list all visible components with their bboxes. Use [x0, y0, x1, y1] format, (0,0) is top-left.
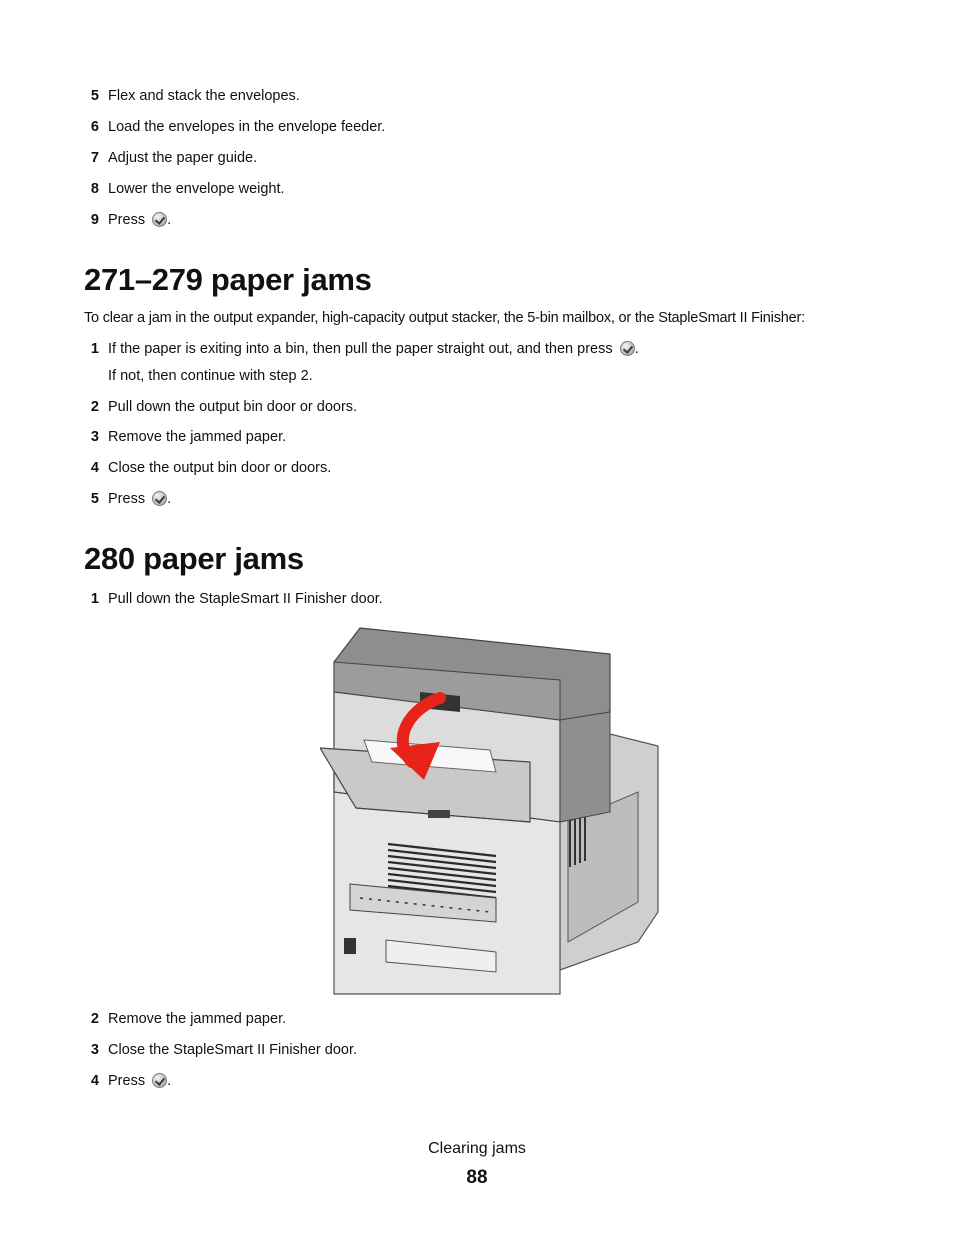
step-text: Remove the jammed paper.	[108, 429, 287, 445]
step-suffix: .	[634, 341, 639, 357]
step-text: Adjust the paper guide.	[108, 150, 258, 166]
step-number: 4	[90, 1073, 99, 1089]
step-text: If the paper is exiting into a bin, then pull the paper straight out, and then press	[108, 341, 613, 357]
s1-step-2	[84, 398, 357, 416]
step-text: Pull down the output bin door or doors.	[108, 399, 358, 415]
footer-section-label: Clearing jams	[428, 1140, 526, 1157]
step-number: 3	[90, 429, 99, 445]
step-text: Lower the envelope weight.	[108, 181, 285, 197]
step-9	[84, 211, 171, 229]
step-number: 4	[90, 460, 99, 476]
step-7	[84, 149, 257, 167]
step-number: 2	[90, 399, 99, 415]
step-number: 1	[90, 341, 99, 357]
check-button-icon	[152, 212, 167, 227]
step-suffix: .	[167, 491, 172, 507]
s1-step-1	[84, 340, 639, 358]
s2-step-2	[84, 1010, 286, 1028]
step-number: 6	[90, 119, 99, 135]
step-text: Pull down the StapleSmart II Finisher door.	[108, 591, 383, 607]
step-text: Press	[108, 212, 146, 228]
step-number: 3	[90, 1042, 99, 1058]
check-button-icon	[152, 491, 167, 506]
s2-step-3	[84, 1041, 357, 1059]
step-text: Press	[108, 491, 146, 507]
step-suffix: .	[167, 212, 172, 228]
s1-step-3	[84, 428, 286, 446]
step-number: 5	[90, 491, 99, 507]
step-number: 8	[90, 181, 99, 197]
s1-step-5	[84, 490, 171, 508]
s1-step-4	[84, 459, 331, 477]
step-text: Close the output bin door or doors.	[108, 460, 332, 476]
step-5	[84, 87, 300, 105]
step-text: Load the envelopes in the envelope feeder.	[108, 119, 386, 135]
step-number: 1	[90, 591, 99, 607]
step-6	[84, 118, 385, 136]
step-number: 2	[90, 1011, 99, 1027]
step-number: 9	[90, 212, 99, 228]
step-number: 5	[90, 88, 99, 104]
step-text: Remove the jammed paper.	[108, 1011, 287, 1027]
step-number: 7	[90, 150, 99, 166]
section-intro: To clear a jam in the output expander, high-capacity output stacker, the 5-bin mailbox, or the StapleSmart II Finisher:	[84, 310, 805, 326]
s2-step-1	[84, 590, 383, 608]
section-heading-271-279: 271–279 paper jams	[84, 262, 372, 297]
step-text: Flex and stack the envelopes.	[108, 88, 300, 104]
step-suffix: .	[167, 1073, 172, 1089]
step-note: If not, then continue with step 2.	[108, 368, 313, 384]
step-text: Press	[108, 1073, 146, 1089]
page-number: 88	[466, 1167, 488, 1188]
step-text: Close the StapleSmart II Finisher door.	[108, 1042, 358, 1058]
check-button-icon	[152, 1073, 167, 1088]
s2-step-4	[84, 1072, 171, 1090]
check-button-icon	[620, 341, 635, 356]
step-8	[84, 180, 285, 198]
printer-finisher-door-illustration	[320, 622, 660, 997]
section-heading-280: 280 paper jams	[84, 541, 304, 576]
